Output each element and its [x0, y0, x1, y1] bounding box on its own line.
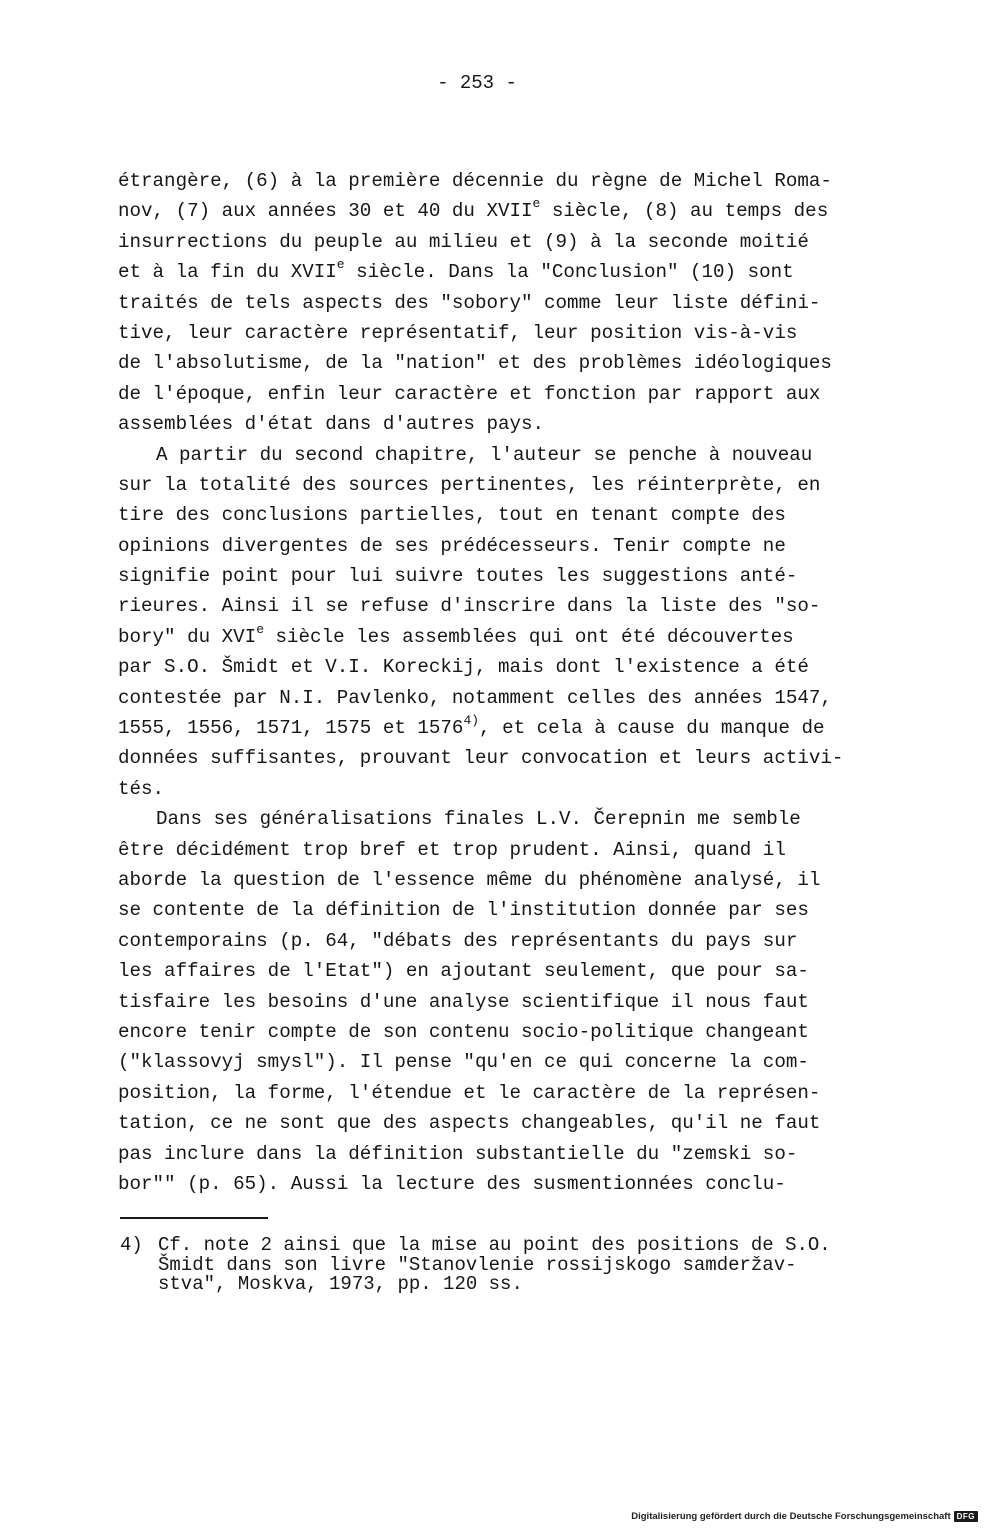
line-text: , et cela à cause du manque de: [479, 717, 825, 740]
text-line: insurrections du peuple au milieu et (9) à la seconde moitié: [118, 230, 809, 253]
text-line: contemporains (p. 64, "débats des représentants du pays sur: [118, 929, 798, 952]
text-line: être décidément trop bref et trop prudent. Ainsi, quand il: [118, 838, 786, 861]
text-line: tés.: [118, 777, 165, 800]
footnote-line: [120, 1236, 880, 1256]
text-line: de l'époque, enfin leur caractère et fonction par rapport aux: [118, 382, 821, 405]
text-line: tive, leur caractère représentatif, leur position vis-à-vis: [118, 321, 798, 344]
superscript: e: [532, 196, 541, 212]
line-text: et à la fin du XVII: [118, 261, 337, 284]
text-line: encore tenir compte de son contenu socio-politique changeant: [118, 1020, 809, 1043]
paragraph-2: [118, 440, 870, 805]
paragraph-1: [118, 166, 870, 440]
line-text: siècle les assemblées qui ont été découvertes: [264, 625, 794, 648]
text-line: traités de tels aspects des "sobory" comme leur liste défini-: [118, 291, 821, 314]
paragraph-3: [118, 804, 870, 1199]
text-line: tation, ce ne sont que des aspects changeables, qu'il ne faut: [118, 1112, 821, 1135]
text-line: ("klassovyj smysl"). Il pense "qu'en ce qui concerne la com-: [118, 1051, 809, 1074]
credit-text: Digitalisierung gefördert durch die Deutsche Forschungsgemeinschaft: [631, 1511, 951, 1522]
text-line: les affaires de l'Etat") en ajoutant seulement, que pour sa-: [118, 960, 809, 983]
footnote-line: stva", Moskva, 1973, pp. 120 ss.: [158, 1273, 523, 1295]
text-line: pas inclure dans la définition substantielle du "zemski so-: [118, 1142, 798, 1165]
text-line: de l'absolutisme, de la "nation" et des problèmes idéologiques: [118, 352, 832, 375]
dfg-logo-icon: DFG: [954, 1511, 978, 1522]
superscript: e: [256, 621, 264, 637]
text-line: tisfaire les besoins d'une analyse scientifique il nous faut: [118, 990, 809, 1013]
text-line: tire des conclusions partielles, tout en tenant compte des: [118, 504, 786, 527]
digitization-credit: [631, 1511, 978, 1522]
footnote-marker: 4): [120, 1234, 143, 1256]
line-text: 1555, 1556, 1571, 1575 et 1576: [118, 717, 464, 740]
line-text: siècle. Dans la "Conclusion" (10) sont: [344, 261, 794, 284]
text-line: signifie point pour lui suivre toutes les suggestions anté-: [118, 565, 798, 588]
text-line: A partir du second chapitre, l'auteur se penche à nouveau: [156, 443, 813, 466]
text-line: [118, 257, 870, 287]
text-line: [118, 622, 870, 652]
text-line: opinions divergentes de ses prédécesseurs. Tenir compte ne: [118, 534, 786, 557]
line-text: nov, (7) aux années 30 et 40 du XVII: [118, 200, 533, 223]
footnote: [120, 1236, 880, 1295]
text-line: contestée par N.I. Pavlenko, notamment celles des années 1547,: [118, 686, 832, 709]
text-line: [118, 713, 870, 743]
text-line: Dans ses généralisations finales L.V. Čerepnin me semble: [156, 808, 801, 831]
page-number: - 253 -: [437, 72, 517, 94]
text-line: rieures. Ainsi il se refuse d'inscrire dans la liste des "so-: [118, 595, 821, 618]
text-line: sur la totalité des sources pertinentes, les réinterprète, en: [118, 473, 821, 496]
text-line: se contente de la définition de l'institution donnée par ses: [118, 899, 809, 922]
text-line: position, la forme, l'étendue et le caractère de la représen-: [118, 1081, 821, 1104]
text-line: par S.O. Šmidt et V.I. Koreckij, mais dont l'existence a été: [118, 656, 809, 679]
footnote-divider: [120, 1217, 268, 1219]
text-line: bor"" (p. 65). Aussi la lecture des susmentionnées conclu-: [118, 1172, 786, 1195]
text-line: assemblées d'état dans d'autres pays.: [118, 413, 545, 436]
footnote-line: Šmidt dans son livre "Stanovlenie rossijskogo samderžav-: [158, 1253, 797, 1276]
text-line: aborde la question de l'essence même du phénomène analysé, il: [118, 868, 821, 891]
body-text: [118, 166, 870, 1199]
footnote-ref[interactable]: 4): [463, 713, 480, 729]
superscript: e: [336, 257, 345, 273]
footnote-text: Cf. note 2 ainsi que la mise au point des positions de S.O.: [158, 1234, 831, 1256]
text-line: [118, 196, 870, 226]
line-text: bory" du XVI: [118, 625, 257, 648]
line-text: siècle, (8) au temps des: [540, 200, 829, 223]
text-line: données suffisantes, prouvant leur convocation et leurs activi-: [118, 747, 844, 770]
text-line: étrangère, (6) à la première décennie du règne de Michel Roma-: [118, 170, 832, 192]
